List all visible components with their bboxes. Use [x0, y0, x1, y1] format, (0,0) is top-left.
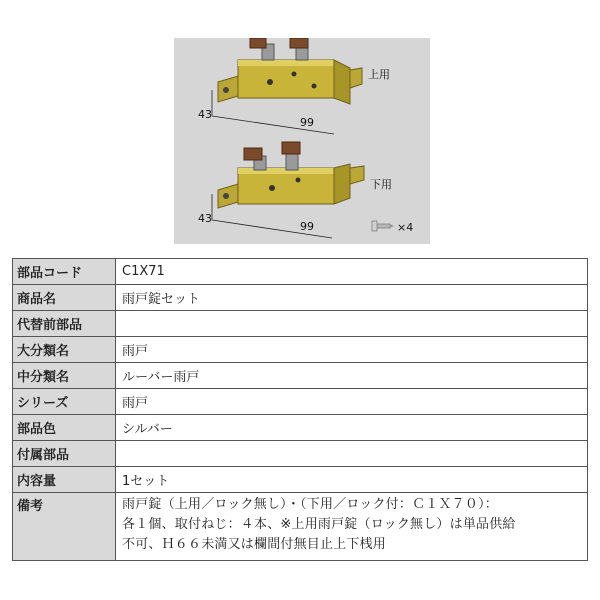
spec-value: シルバー: [116, 415, 588, 441]
spec-key: 内容量: [13, 467, 116, 493]
spec-key: 備考: [13, 493, 116, 561]
upper-width-dimension: 99: [300, 116, 314, 129]
spec-value: 雨戸錠（上用／ロック無し）・（下用／ロック付：Ｃ１Ｘ７０）： 各１個、取付ねじ：４本、※上用雨戸錠（ロック無し）は単品供給 不可、Ｈ６６未満又は欄間付無目止上下桟用: [116, 493, 588, 561]
spec-value: [116, 311, 588, 337]
lower-width-dimension: 99: [300, 220, 314, 233]
screw-icon: [372, 221, 394, 231]
spec-value: ルーバー雨戸: [116, 363, 588, 389]
spec-value: C1X71: [116, 259, 588, 285]
spec-row-series: [13, 389, 588, 415]
spec-row-previous-part: [13, 311, 588, 337]
spec-value: 雨戸錠セット: [116, 285, 588, 311]
spec-table: [12, 258, 588, 561]
spec-key: 大分類名: [13, 337, 116, 363]
spec-key: 付属部品: [13, 441, 116, 467]
spec-key: 商品名: [13, 285, 116, 311]
screw-count: ×4: [397, 221, 414, 234]
spec-key: 部品コード: [13, 259, 116, 285]
spec-row-color: [13, 415, 588, 441]
lower-height-dimension: 43: [198, 212, 212, 225]
spec-key: 中分類名: [13, 363, 116, 389]
upper-lock-illustration: [212, 38, 362, 134]
product-illustration: [174, 38, 430, 244]
spec-row-middle-category: [13, 363, 588, 389]
spec-key: 部品色: [13, 415, 116, 441]
lower-use-label: 下用: [370, 178, 392, 191]
spec-row-part-code: [13, 259, 588, 285]
spec-key: シリーズ: [13, 389, 116, 415]
product-photo: [174, 38, 430, 244]
spec-row-accessories: [13, 441, 588, 467]
spec-row-remarks: [13, 493, 588, 561]
upper-height-dimension: 43: [198, 108, 212, 121]
lower-lock-illustration: [212, 142, 364, 238]
spec-key: 代替前部品: [13, 311, 116, 337]
spec-row-major-category: [13, 337, 588, 363]
spec-value: 雨戸: [116, 389, 588, 415]
spec-row-quantity: [13, 467, 588, 493]
upper-use-label: 上用: [368, 68, 390, 81]
spec-value: 1セット: [116, 467, 588, 493]
spec-row-product-name: [13, 285, 588, 311]
spec-value: 雨戸: [116, 337, 588, 363]
spec-value: [116, 441, 588, 467]
